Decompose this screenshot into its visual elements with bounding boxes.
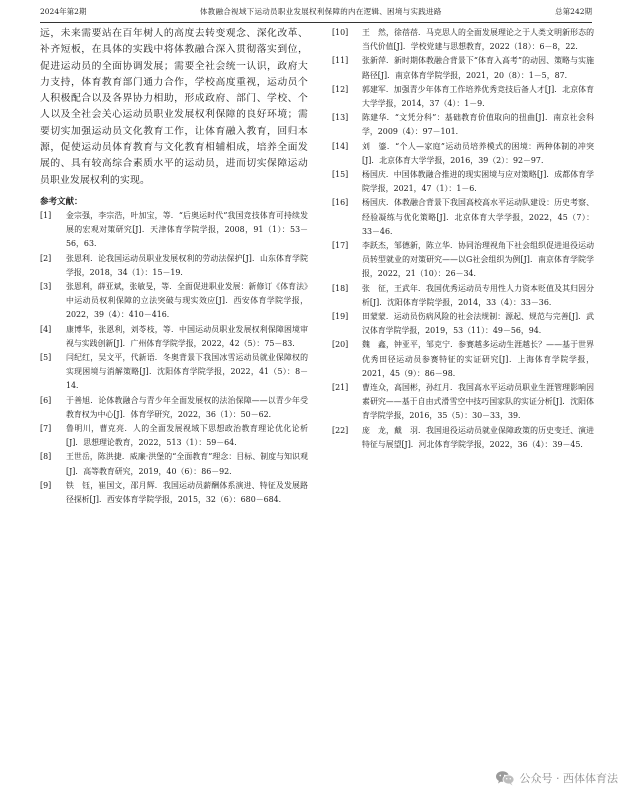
reference-item [332, 26, 594, 54]
reference-text: 陈建华．“文凭分科”：基础教育价值取向的扭曲[J]．南京社会科学，2009（4）：97－101． [362, 113, 594, 137]
reference-item [332, 83, 594, 111]
reference-number: [8] [40, 452, 52, 462]
reference-item [332, 310, 594, 338]
reference-number: [11] [332, 56, 349, 66]
reference-item [40, 323, 308, 351]
reference-item [40, 351, 308, 394]
wechat-icon [495, 770, 515, 786]
reference-text: 金宗强，李宗浩，叶加宝，等．“后奥运时代”我国竞技体育可持续发展的宏观对策研究[J]．天津体育学院学报，2008，91（1）：53－56，63． [66, 210, 308, 249]
reference-item [332, 424, 594, 452]
reference-number: [6] [40, 395, 52, 405]
reference-number: [13] [332, 113, 349, 123]
reference-number: [20] [332, 340, 349, 350]
reference-number: [9] [40, 480, 52, 490]
reference-list-left [40, 209, 308, 507]
watermark-label: 公众号 · 西体体育法 [519, 772, 618, 785]
reference-text: 鲁明川，曹克亮．人的全面发展视域下思想政治教育理论优化论析[J]．思想理论教育，2022，513（1）：59－64． [66, 424, 308, 448]
reference-number: [14] [332, 141, 349, 151]
reference-text: 李跃杰，邹德新，陈立华．协同治理视角下社会组织促进退役运动员转型就业的对策研究——以G社会组织为例[J]．南京体育学院学报，2022，21（10）：26－34． [362, 241, 594, 279]
running-title: 体教融合视域下运动员职业发展权利保障的内在逻辑、困境与实践进路 [199, 6, 442, 16]
reference-item [40, 394, 308, 422]
total-issue-label: 总第242期 [555, 6, 592, 16]
reference-number: [4] [40, 324, 52, 334]
body-paragraph: 远，未来需要站在百年树人的高度去转变观念、深化改革、补齐短板，在具体的实践中将体教融合深入贯彻落实到位，促进运动员的全面协调发展；需要全社会统一认识，政府大力支持，体育教育部门通力合作，学校高度重视，运动员个人积极配合以及各界协力相助，形成政府、部门、学校、个人以及全社会关心运动员职业发展权利保障的良好环境；需要切实加强运动员文化教育工作，让体育融入教育，回归本源，促使运动员体育教育与文化教育相辅相成，培养全面发展的、具有较高综合素质水平的运动员，进而切实保障运动员职业发展权利的实现。 [40, 28, 308, 186]
reference-item [332, 338, 594, 381]
reference-item [332, 381, 594, 424]
reference-item [40, 209, 308, 252]
reference-number: [7] [40, 424, 52, 434]
right-column [332, 26, 594, 452]
reference-text: 魏 鑫，钟亚平，邹克宁．参赛越多运动生涯越长？——基于世界优秀田径运动员参赛特征的实证研究[J]．上海体育学院学报，2021，45（9）：86－98． [362, 340, 594, 378]
reference-number: [16] [332, 198, 349, 208]
reference-text: 张恩利，薛亚斌，张敏旻，等．全面促进职业发展：新修订《体育法》中运动员权利保障的立法突破与现实效应[J]．西安体育学院学报，2022，39（4）：410－416． [66, 281, 308, 320]
reference-text: 张 征，王武年．我国优秀运动员专用性人力资本贬值及其归因分析[J]．沈阳体育学院学报，2014，33（4）：33－36． [362, 283, 594, 307]
reference-text: 闫纪红，吴文平，代新语．冬奥背景下我国冰雪运动员就业保障权的实现困境与消解策略[J]．沈阳体育学院学报，2022，41（5）：8－14． [66, 353, 308, 391]
reference-number: [15] [332, 170, 349, 180]
reference-item [332, 168, 594, 196]
reference-number: [10] [332, 28, 349, 37]
reference-number: [3] [40, 281, 52, 291]
reference-number: [2] [40, 253, 52, 263]
reference-text: 铁 钰，崔国文，邵月辉．我国运动员薪酬体系演进、特征及发展路径探析[J]．西安体育学院学报，2015，32（6）：680－684． [66, 480, 308, 505]
wechat-watermark [495, 767, 619, 789]
reference-text: 于善旭．论体教融合与青少年全面发展权的法治保障——以青少年受教育权为中心[J]．体育学研究，2022，36（1）：50－62． [66, 395, 308, 419]
reference-text: 王世岳，陈洪捷．威廉·洪堡的“全面教育”理念：目标、制度与知识观[J]．高等教育研究，2019，40（6）：86－92． [66, 452, 308, 476]
running-header [40, 0, 592, 23]
reference-number: [5] [40, 353, 52, 362]
reference-item [40, 280, 308, 323]
reference-item [332, 54, 594, 82]
reference-item [332, 196, 594, 239]
references-heading: 参考文献： [40, 196, 83, 207]
reference-item [40, 422, 308, 450]
reference-item [40, 479, 308, 507]
reference-number: [17] [332, 241, 349, 251]
reference-text: 田蒙蒙．运动员伤病风险的社会法规制：源起、规范与完善[J]．武汉体育学院学报，2019，53（11）：49－56，94． [362, 312, 594, 336]
reference-number: [1] [40, 210, 52, 220]
reference-text: 庞 龙，戴 羽．我国退役运动员就业保障政策的历史变迁、演进特征与展望[J]．河北体育学院学报，2022，36（4）：39－45． [362, 425, 594, 449]
reference-text: 曹连众，高国彬，孙红月．我国高水平运动员职业生涯管理影响因素研究——基于自由式滑雪空中技巧国家队的实证分析[J]．沈阳体育学院学报，2016，35（5）：30－33，39． [362, 383, 594, 421]
reference-number: [18] [332, 283, 349, 293]
reference-text: 郭建军．加强青少年体育工作培养优秀竞技后备人才[J]．北京体育大学学报，2014，37（4）：1－9． [362, 84, 594, 109]
reference-text: 杨国庆．中国体教融合推进的现实困境与应对策略[J]．成都体育学院学报，2021，47（1）：1－6． [362, 170, 594, 194]
reference-item [40, 450, 308, 478]
reference-number: [21] [332, 383, 349, 393]
reference-number: [19] [332, 312, 349, 322]
reference-item [332, 140, 594, 168]
reference-text: 康博华，张恩利，刘苓枝，等．中国运动员职业发展权利保障困境审视与实践创新[J]．广州体育学院学报，2022，42（5）：75－83． [66, 324, 308, 348]
reference-number: [22] [332, 425, 349, 435]
reference-text: 杨国庆．体教融合背景下我国高校高水平运动队建设：历史考察、经验凝练与优化策略[J]．北京体育大学学报，2022，45（7）：33－46． [362, 198, 594, 236]
issue-label: 2024年第2期 [40, 6, 87, 16]
reference-text: 王 然，徐蓓蓓．马克思人的全面发展理论之于人类文明新形态的当代价值[J]．学校党建与思想教育，2022（18）：6－8，22． [362, 28, 594, 52]
reference-number: [12] [332, 84, 349, 94]
reference-text: 张新萍．新时期体教融合背景下“体育入高考”的动因、策略与实施路径[J]．南京体育学院学报，2021，20（8）：1－5，87． [362, 56, 594, 80]
reference-item [332, 111, 594, 139]
reference-item [40, 252, 308, 280]
reference-item [332, 282, 594, 310]
reference-text: 张恩利．论我国运动员职业发展权利的劳动法保护[J]．山东体育学院学报，2018，34（1）：15－19． [66, 253, 308, 277]
reference-item [332, 239, 594, 282]
left-column [40, 26, 308, 507]
reference-text: 刘 鎏．“个人—家庭”运动员培养模式的困境：两种体制的冲突[J]．北京体育大学学报，2016，39（2）：92－97． [362, 141, 594, 165]
reference-list-right [332, 26, 594, 452]
